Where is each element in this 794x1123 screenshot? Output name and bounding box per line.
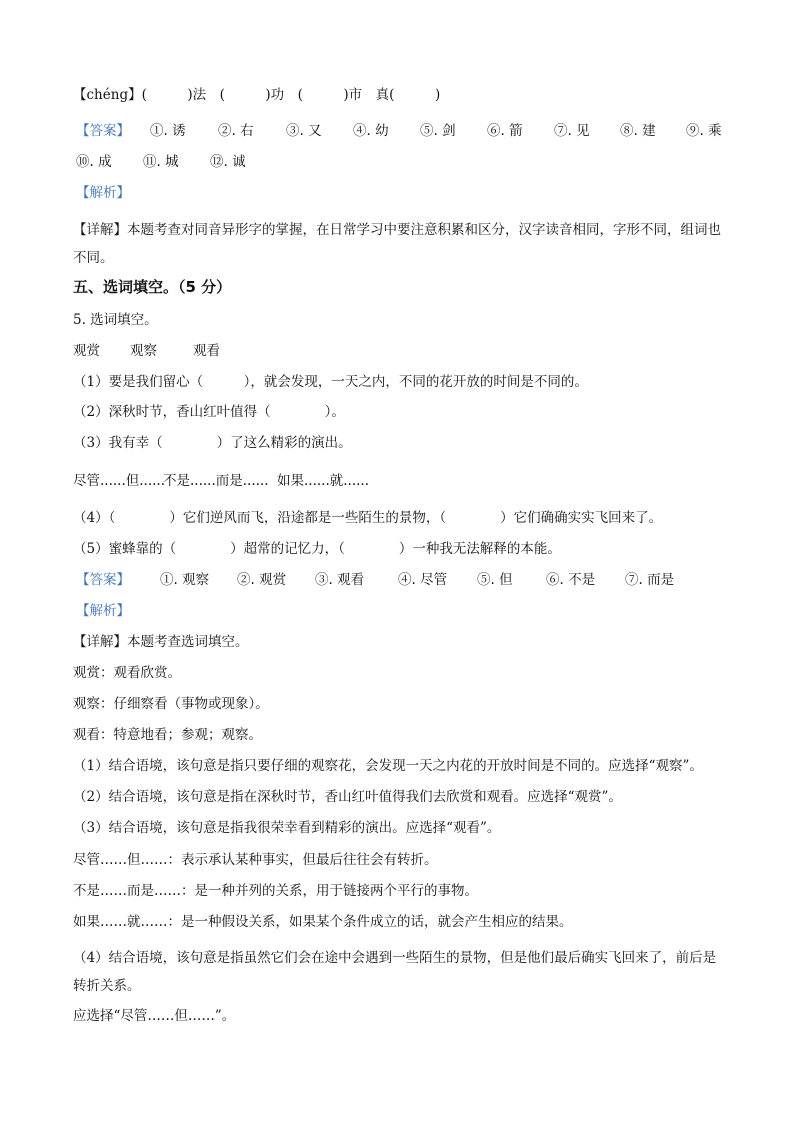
word-option: 观察 bbox=[130, 343, 157, 359]
q5-detail-line: 【详解】本题考查选词填空。 bbox=[73, 634, 249, 650]
answer-item: ⑪. 城 bbox=[143, 154, 179, 170]
q5-detail-line: 应选择“尽管……但……”。 bbox=[73, 1008, 236, 1024]
answer-item: ⑩. 成 bbox=[76, 154, 112, 170]
s4-fill-line: 【chéng】( )法 ( )功 ( )市 真( ) bbox=[73, 87, 441, 103]
answer-item: ⑤. 剑 bbox=[420, 123, 456, 139]
word-option: 如果......就...... bbox=[277, 473, 369, 489]
q5-item-1: （1）要是我们留心（ ），就会发现，一天之内，不同的花开放的时间是不同的。 bbox=[73, 374, 588, 390]
answer-item: ②. 右 bbox=[218, 123, 254, 139]
q5-detail-line: 观赏：观看欣赏。 bbox=[73, 665, 181, 681]
answer-item: ⑫. 诚 bbox=[210, 154, 246, 170]
answer-item: ①. 诱 bbox=[150, 123, 186, 139]
answer-item: ①. 观察 bbox=[160, 572, 210, 588]
s4-answer-label: 【答案】 bbox=[76, 123, 130, 139]
q5-detail-line: 不是……而是……：是一种并列的关系，用于链接两个平行的事物。 bbox=[73, 883, 478, 899]
answer-item: ③. 观看 bbox=[315, 572, 365, 588]
q5-detail-line: 观察：仔细察看（事物或现象）。 bbox=[73, 696, 269, 712]
answer-item: ⑨. 乘 bbox=[686, 123, 722, 139]
answer-item: ⑦. 而是 bbox=[625, 572, 675, 588]
q5-item-2: （2）深秋时节，香山红叶值得（ ）。 bbox=[73, 404, 345, 420]
q5-analysis-label: 【解析】 bbox=[76, 603, 130, 619]
q5-detail-line: （2）结合语境，该句意是指在深秋时节，香山红叶值得我们去欣赏和观看。应选择“观赏”。 bbox=[73, 789, 622, 805]
q5-answer-label: 【答案】 bbox=[76, 572, 130, 588]
q5-detail-line: （1）结合语境，该句意是指只要仔细的观察花，会发现一天之内花的开放时间是不同的。应选择“观察”。 bbox=[73, 758, 703, 774]
word-option: 不是......而是...... bbox=[163, 473, 269, 489]
answer-item: ④. 幼 bbox=[353, 123, 389, 139]
q5-item-3: （3）我有幸（ ）了这么精彩的演出。 bbox=[73, 435, 352, 451]
answer-item: ⑦. 见 bbox=[554, 123, 590, 139]
word-option: 尽管......但...... bbox=[73, 473, 165, 489]
answer-item: ②. 观赏 bbox=[237, 572, 287, 588]
answer-item: ③. 又 bbox=[286, 123, 322, 139]
q5-detail-line: （4）结合语境，该句意是指虽然它们会在途中会遇到一些陌生的景物，但是他们最后确实飞回来了，前后是转折关系。 bbox=[73, 950, 717, 994]
answer-item: ⑥. 箭 bbox=[487, 123, 523, 139]
s4-analysis-label: 【解析】 bbox=[76, 185, 130, 201]
answer-item: ⑤. 但 bbox=[477, 572, 513, 588]
answer-item: ④. 尽管 bbox=[398, 572, 448, 588]
q5-detail-line: （3）结合语境，该句意是指我很荣幸看到精彩的演出。应选择“观看”。 bbox=[73, 820, 501, 836]
s4-detail: 【详解】本题考查对同音异形字的掌握，在日常学习中要注意积累和区分，汉字读音相同，字形不同，组词也不同。 bbox=[73, 222, 721, 266]
q5-detail-line: 尽管……但……：表示承认某种事实，但最后往往会有转折。 bbox=[73, 852, 438, 868]
q5-item-5: （5）蜜蜂靠的（ ）超常的记忆力，（ ）一种我无法解释的本能。 bbox=[73, 541, 561, 557]
q5-item-4: （4）（ ）它们逆风而飞，沿途都是一些陌生的景物，（ ）它们确确实实飞回来了。 bbox=[73, 510, 663, 526]
answer-item: ⑧. 建 bbox=[620, 123, 656, 139]
q5-detail-line: 如果……就……：是一种假设关系，如果某个条件成立的话，就会产生相应的结果。 bbox=[73, 914, 573, 930]
word-option: 观赏 bbox=[73, 343, 100, 359]
q5-detail-line: 观看：特意地看；参观；观察。 bbox=[73, 727, 262, 743]
word-option: 观看 bbox=[193, 343, 220, 359]
q5-stem: 5. 选词填空。 bbox=[73, 312, 158, 328]
answer-item: ⑥. 不是 bbox=[546, 572, 596, 588]
section5-title: 五、选词填空。（5 分） bbox=[73, 278, 232, 296]
